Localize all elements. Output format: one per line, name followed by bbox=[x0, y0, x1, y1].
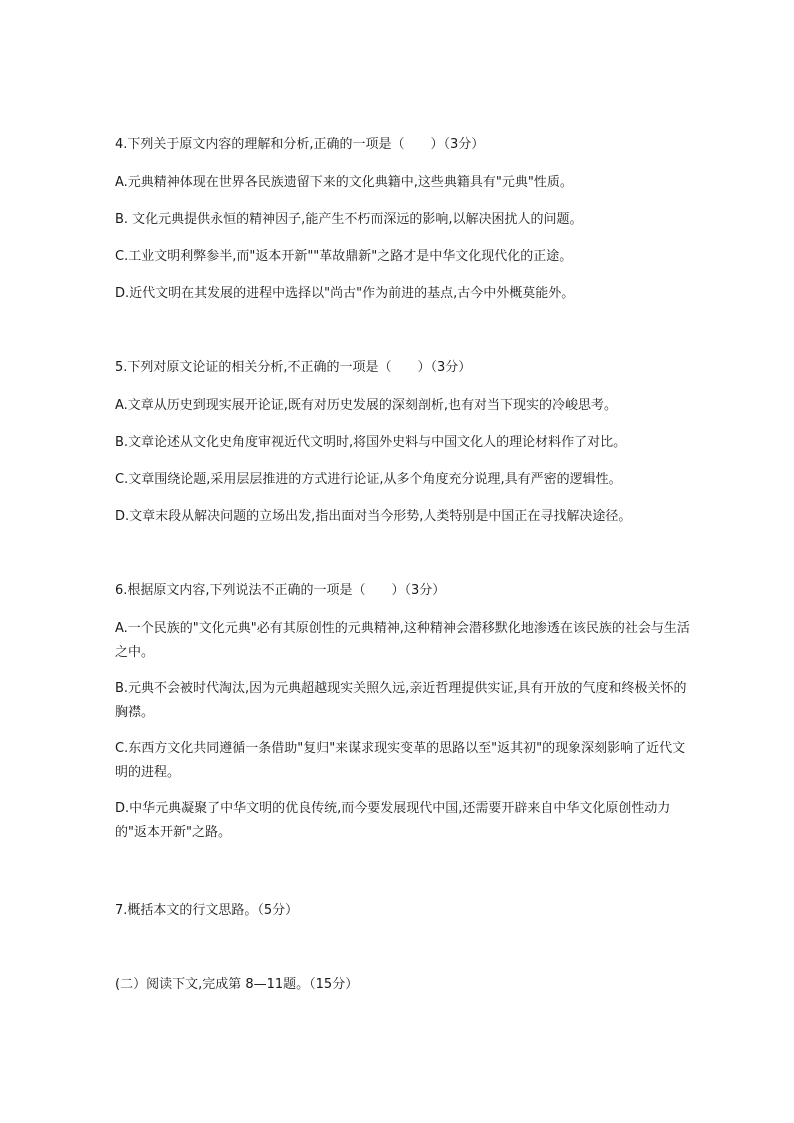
question-4-option-d: D.近代文明在其发展的进程中选择以"尚古"作为前进的基点,古今中外概莫能外。 bbox=[115, 286, 575, 301]
question-4-stem: 4.下列关于原文内容的理解和分析,正确的一项是（ ）（3分） bbox=[115, 137, 485, 152]
question-6-option-b: B.元典不会被时代淘汰,因为元典超越现实关照久远,亲近哲理提供实证,具有开放的气度和终极关怀的胸襟。 bbox=[115, 681, 687, 720]
question-4-option-c: C.工业文明利弊参半,而"返本开新""革故鼎新"之路才是中华文化现代化的正途。 bbox=[115, 249, 573, 264]
question-7-stem: 7.概括本文的行文思路。（5分） bbox=[115, 903, 299, 918]
question-4-option-b: B. 文化元典提供永恒的精神因子,能产生不朽而深远的影响,以解决困扰人的问题。 bbox=[115, 212, 583, 227]
question-5-option-a: A.文章从历史到现实展开论证,既有对历史发展的深刻剖析,也有对当下现实的冷峻思考。 bbox=[115, 398, 618, 413]
question-6-option-d: D.中华元典凝聚了中华文明的优良传统,而今要发展现代中国,还需要开辟来自中华文化原创性动力的"返本开新"之路。 bbox=[115, 801, 671, 840]
question-5-option-b: B.文章论述从文化史角度审视近代文明时,将国外史料与中国文化人的理论材料作了对比。 bbox=[115, 435, 627, 450]
question-6-stem: 6.根据原文内容,下列说法不正确的一项是（ ）（3分） bbox=[115, 583, 446, 598]
question-5-option-c: C.文章围绕论题,采用层层推进的方式进行论证,从多个角度充分说理,具有严密的逻辑性。 bbox=[115, 472, 622, 487]
question-5-option-d: D.文章末段从解决问题的立场出发,指出面对当今形势,人类特别是中国正在寻找解决途径。 bbox=[115, 509, 632, 524]
question-4-option-a: A.元典精神体现在世界各民族遗留下来的文化典籍中,这些典籍具有"元典"性质。 bbox=[115, 175, 573, 190]
question-6-option-a: A.一个民族的"文化元典"必有其原创性的元典精神,这种精神会潜移默化地渗透在该民族的社会与生活之中。 bbox=[115, 621, 690, 660]
question-5-stem: 5.下列对原文论证的相关分析,不正确的一项是（ ）（3分） bbox=[115, 360, 472, 375]
section-heading: (二）阅读下文,完成第 8—11题。（15分） bbox=[115, 977, 359, 992]
question-6-option-c: C.东西方文化共同遵循一条借助"复归"来谋求现实变革的思路以至"返其初"的现象深刻影响了近代文明的进程。 bbox=[115, 741, 686, 780]
